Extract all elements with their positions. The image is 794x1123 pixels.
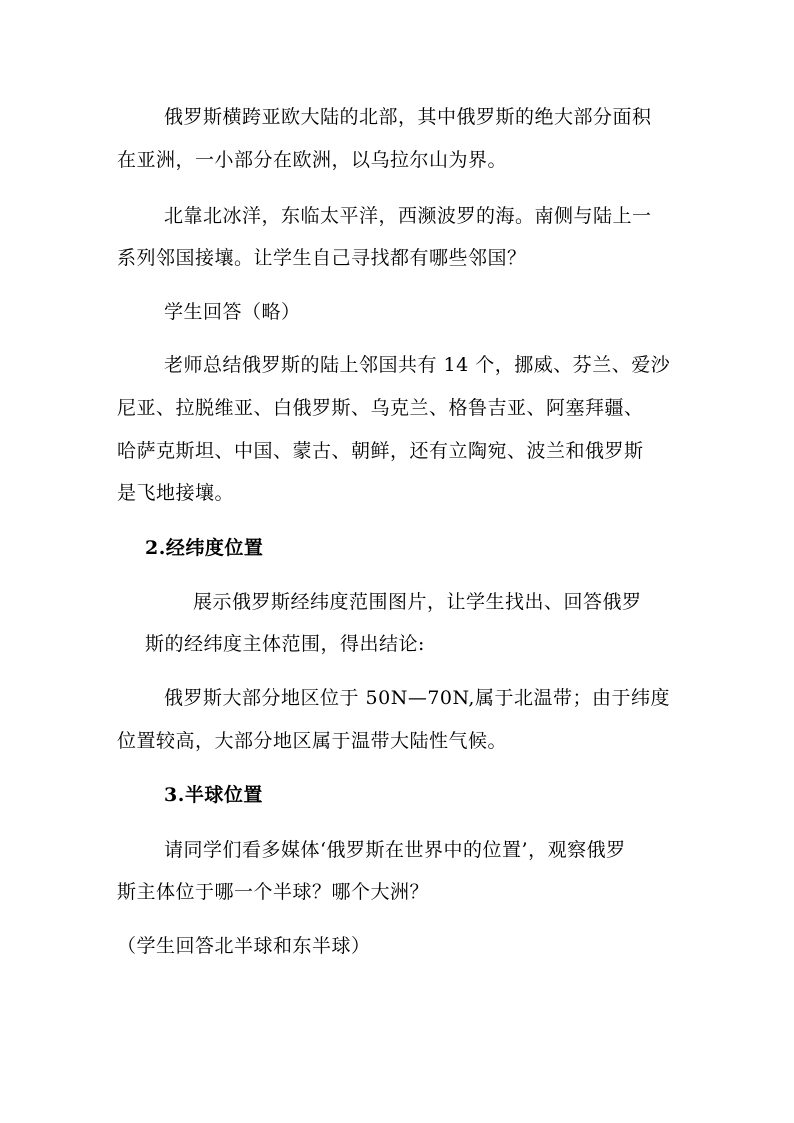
paragraph-1-line-1: 俄罗斯横跨亚欧大陆的北部，其中俄罗斯的绝大部分面积	[164, 106, 652, 128]
paragraph-4-line-2: 尼亚、拉脱维亚、白俄罗斯、乌克兰、格鲁吉亚、阿塞拜疆、	[117, 397, 644, 419]
paragraph-9-line-1: 请同学们看多媒体‘俄罗斯在世界中的位置’，观察俄罗	[164, 839, 626, 861]
paragraph-9-line-2: 斯主体位于哪一个半球？哪个大洲？	[117, 881, 430, 903]
paragraph-2-line-1: 北靠北冰洋，东临太平洋，西濒波罗的海。南侧与陆上一	[164, 205, 652, 227]
paragraph-2-line-2: 系列邻国接壤。让学生自己寻找都有哪些邻国？	[117, 247, 527, 269]
paragraph-4-line-3: 哈萨克斯坦、中国、蒙古、朝鲜，还有立陶宛、波兰和俄罗斯	[117, 440, 644, 462]
paragraph-6-line-1: 展示俄罗斯经纬度范围图片，让学生找出、回答俄罗	[193, 591, 642, 613]
paragraph-3-line-1: 学生回答（略）	[164, 301, 301, 323]
paragraph-7-line-2: 位置较高，大部分地区属于温带大陆性气候。	[117, 730, 508, 752]
section-heading-3: 3.半球位置	[164, 784, 263, 806]
paragraph-1-line-2: 在亚洲，一小部分在欧洲，以乌拉尔山为界。	[117, 149, 508, 171]
paragraph-7-line-1: 俄罗斯大部分地区位于 50N—70N,属于北温带；由于纬度	[164, 687, 670, 709]
paragraph-10-line-1: （学生回答北半球和东半球）	[117, 935, 371, 957]
paragraph-6-line-2: 斯的经纬度主体范围，得出结论:	[145, 633, 425, 655]
paragraph-4-line-1: 老师总结俄罗斯的陆上邻国共有 14 个，挪威、芬兰、爱沙	[164, 354, 671, 376]
section-heading-2: 2.经纬度位置	[145, 537, 264, 559]
paragraph-4-line-4: 是飞地接壤。	[117, 482, 235, 504]
